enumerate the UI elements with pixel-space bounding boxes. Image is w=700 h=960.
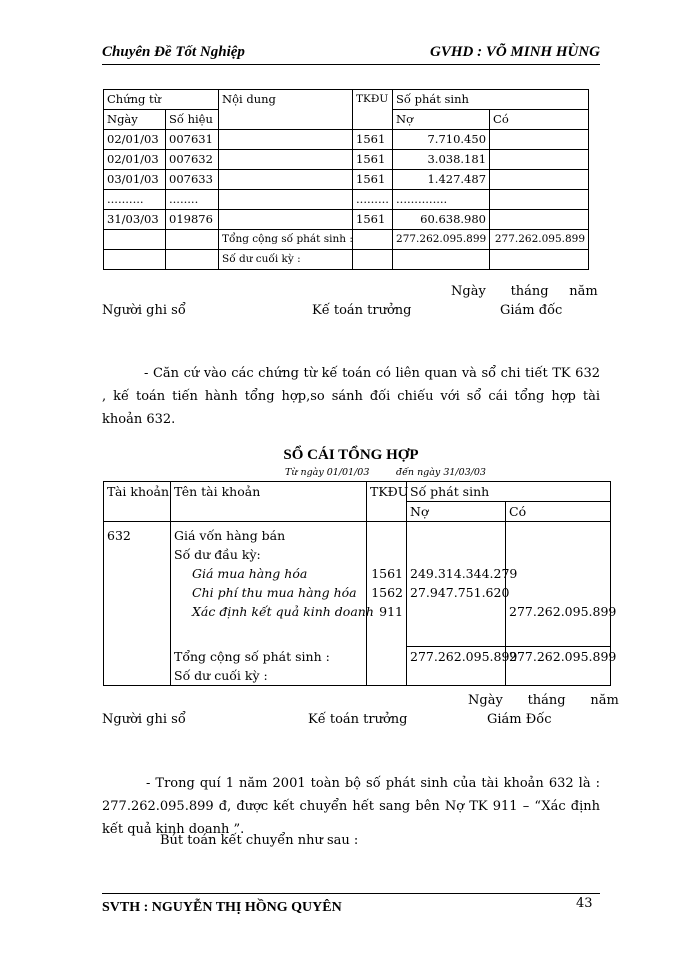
ending-balance-label: Số dư cuối kỳ :: [219, 250, 353, 270]
cell-noidung: [219, 210, 353, 230]
th-taikhoan: Tài khoản: [104, 482, 171, 522]
th-co: Có: [490, 110, 589, 130]
cell-noidung: [219, 150, 353, 170]
ledger-total-no: 277.262.095.899: [407, 647, 506, 686]
total-label: Tổng cộng số phát sinh :: [219, 230, 353, 250]
cell-ngay: 02/01/03: [104, 150, 166, 170]
cell-ngay: ..........: [104, 190, 166, 210]
ledger-date-from: Từ ngày 01/01/03: [285, 467, 370, 478]
sign-director-1: Giám đốc: [500, 303, 563, 318]
th-noidung: Nội dung: [219, 90, 353, 130]
sign-chief-1: Kế toán trưởng: [312, 303, 412, 318]
cell-co: [490, 210, 589, 230]
sign-recorder-2: Người ghi sổ: [102, 712, 186, 727]
header-rule: [102, 64, 600, 65]
ending-balance-row: [104, 250, 589, 270]
page-number: 43: [576, 896, 593, 911]
th-ngay: Ngày: [104, 110, 166, 130]
total-no: 277.262.095.899: [393, 230, 490, 250]
tkdu-3: 911: [379, 604, 403, 619]
ledger-ending-label: Số dư cuối kỳ :: [174, 667, 268, 683]
cell-co: [490, 170, 589, 190]
cell-tkdu: 1561: [353, 130, 393, 150]
cell-no: 1.427.487: [393, 170, 490, 190]
th-sophatsinh: Số phát sinh: [407, 482, 611, 502]
total-row: [104, 230, 589, 250]
cell-co: [490, 130, 589, 150]
table-row: [104, 210, 589, 230]
cell-ngay: 31/03/03: [104, 210, 166, 230]
ledger-total-row: [104, 647, 611, 686]
ledger-date-to: đến ngày 31/03/03: [396, 467, 486, 478]
sign-recorder-1: Người ghi sổ: [102, 303, 186, 318]
cell-sohieu: ........: [166, 190, 219, 210]
th-chungtu: Chứng từ: [104, 90, 219, 110]
cell-ngay: 03/01/03: [104, 170, 166, 190]
cell-sohieu: 007633: [166, 170, 219, 190]
cell-sohieu: 007631: [166, 130, 219, 150]
cell-noidung: [219, 190, 353, 210]
ledger-total-label: Tổng cộng số phát sinh :: [174, 648, 330, 664]
cell-account: 632: [104, 522, 171, 647]
th-co: Có: [506, 502, 611, 522]
th-sohieu: Số hiệu: [166, 110, 219, 130]
paragraph-1: - Căn cứ vào các chứng từ kế toán có liên quan và sổ chi tiết TK 632 , kế toán tiến hành tổng hợp,so sánh đối chiếu với sổ cái tổng hợp tài khoản 632.: [102, 366, 600, 427]
footer-rule: [102, 893, 600, 894]
general-ledger-table: [103, 481, 617, 686]
cell-no: 3.038.181: [393, 150, 490, 170]
item-3: Xác định kết quả kinh doanh: [192, 604, 374, 619]
table-row: [104, 150, 589, 170]
tkdu-2: 1562: [371, 585, 403, 600]
header-right: GVHD : VÕ MINH HÙNG: [429, 44, 600, 60]
paragraph-3: Bút toán kết chuyển như sau :: [160, 833, 359, 848]
footer-student: SVTH : NGUYỄN THỊ HỒNG QUYÊN: [102, 900, 342, 915]
no-2: 27.947.751.620: [410, 585, 510, 600]
account-name: Giá vốn hàng bán: [174, 528, 286, 543]
sign-date-2: Ngày tháng năm: [468, 693, 619, 708]
cell-ngay: 02/01/03: [104, 130, 166, 150]
item-2: Chi phí thu mua hàng hóa: [192, 585, 357, 600]
ledger-title: SỔ CÁI TỔNG HỢP: [283, 447, 419, 463]
cell-co: [490, 150, 589, 170]
th-ten: Tên tài khoản: [171, 482, 367, 522]
ledger-body-row: [104, 522, 611, 647]
cell-no: 60.638.980: [393, 210, 490, 230]
sign-chief-2: Kế toán trưởng: [308, 712, 408, 727]
cell-noidung: [219, 170, 353, 190]
cell-sohieu: 007632: [166, 150, 219, 170]
th-tkdu: TKĐU: [367, 482, 407, 522]
th-no: Nợ: [407, 502, 506, 522]
ledger-total-co: 277.262.095.899: [506, 647, 611, 686]
cell-noidung: [219, 130, 353, 150]
tkdu-1: 1561: [371, 566, 403, 581]
cell-tkdu: 1561: [353, 210, 393, 230]
th-tkdu: TKĐU: [353, 90, 393, 130]
sign-date-1: Ngày tháng năm: [451, 284, 598, 299]
cell-co: [490, 190, 589, 210]
opening-balance-label: Số dư đầu kỳ:: [174, 547, 261, 562]
table-row: [104, 170, 589, 190]
no-1: 249.314.344.279: [410, 566, 518, 581]
detail-ledger-table: [103, 89, 589, 270]
cell-tkdu: 1561: [353, 150, 393, 170]
total-co: 277.262.095.899: [490, 230, 589, 250]
cell-no: 7.710.450: [393, 130, 490, 150]
paragraph-2: - Trong quí 1 năm 2001 toàn bộ số phát sinh của tài khoản 632 là : 277.262.095.899 đ, được kết chuyển hết sang bên Nợ TK 911 – “Xác định kết quả kinh doanh ”.: [102, 776, 600, 837]
cell-tkdu: 1561: [353, 170, 393, 190]
table-row: [104, 130, 589, 150]
table-row: [104, 190, 589, 210]
cell-sohieu: 019876: [166, 210, 219, 230]
item-1: Giá mua hàng hóa: [192, 566, 308, 581]
th-sophatsinh: Số phát sinh: [393, 90, 589, 110]
sign-director-2: Giám Đốc: [487, 712, 552, 727]
header-left: Chuyên Đề Tốt Nghiệp: [102, 44, 245, 60]
co-1: 277.262.095.899: [509, 604, 617, 619]
th-no: Nợ: [393, 110, 490, 130]
cell-no: ..............: [393, 190, 490, 210]
cell-tkdu: .........: [353, 190, 393, 210]
